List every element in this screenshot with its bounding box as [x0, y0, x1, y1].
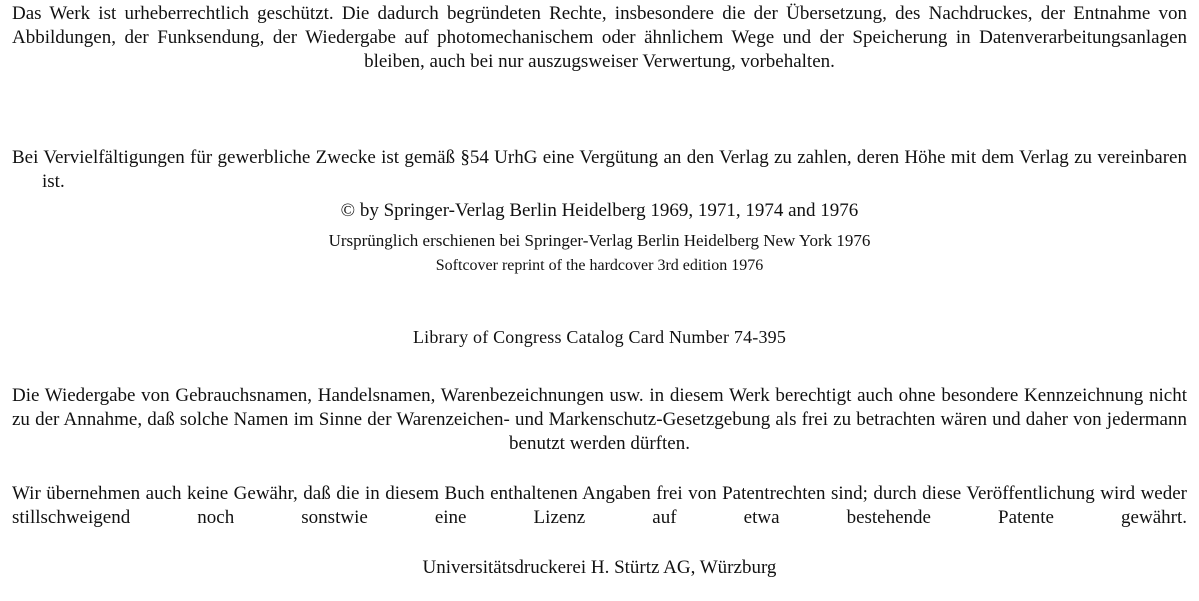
- patent-disclaimer-paragraph: Wir übernehmen auch keine Gewähr, daß die in diesem Buch enthaltenen Angaben frei von Patentrechten sind; durch diese Veröffentlichung wird weder stillschweigend noch sonstwie eine Lizenz auf etwa bestehende Patente gewährt.: [12, 483, 1187, 528]
- library-of-congress-number: Library of Congress Catalog Card Number 74-395: [412, 327, 787, 347]
- rights-reserved-paragraph: Das Werk ist urheberrechtlich geschützt. Die dadurch begründeten Rechte, insbesondere die der Übersetzung, des Nachdruckes, der Entnahme von Abbildungen, der Funksendung, der Wiedergabe auf photomechanischem oder ähnlichem Wege und der Speicherung in Datenverarbeitungsanlagen bleiben, auch bei nur auszugsweiser Verwertung, vorbehalten.: [12, 3, 1187, 72]
- trademark-disclaimer-paragraph: Die Wiedergabe von Gebrauchsnamen, Handelsnamen, Warenbezeichnungen usw. in diesem Werk berechtigt auch ohne besondere Kennzeichnung nicht zu der Annahme, daß solche Namen im Sinne der Warenzeichen- und Markenschutz-Gesetzgebung als frei zu betrachten wären und daher von jedermann benutzt werden dürften.: [12, 385, 1187, 454]
- printer-line: Universitätsdruckerei H. Stürtz AG, Würzburg: [422, 557, 777, 578]
- reproduction-fee-paragraph: Bei Vervielfältigungen für gewerbliche Zwecke ist gemäß §54 UrhG eine Vergütung an den Verlag zu zahlen, deren Höhe mit dem Verlag zu vereinbaren ist.: [12, 147, 1187, 192]
- original-publication-line: Ursprünglich erschienen bei Springer-Verlag Berlin Heidelberg New York 1976: [328, 231, 871, 250]
- reprint-line: Softcover reprint of the hardcover 3rd edition 1976: [435, 257, 764, 274]
- copyright-line: © by Springer-Verlag Berlin Heidelberg 1969, 1971, 1974 and 1976: [340, 200, 859, 221]
